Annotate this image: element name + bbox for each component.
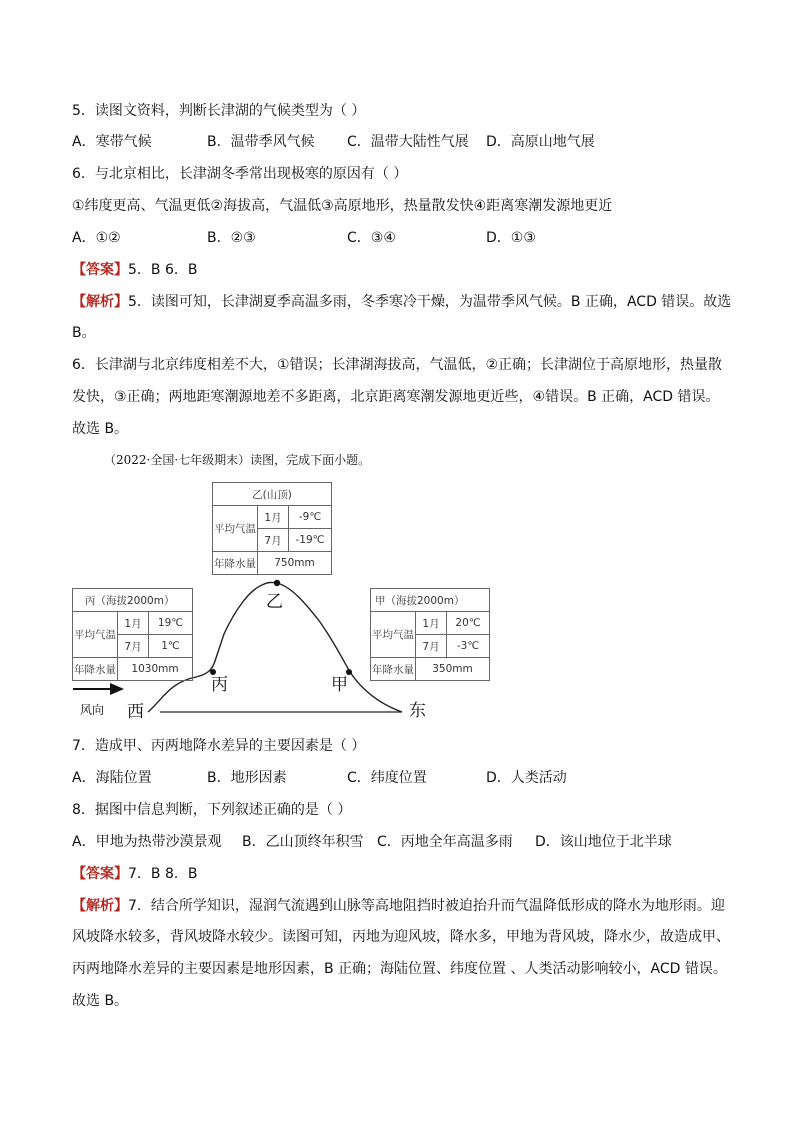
- explanation-7-8-line-3: 丙两地降水差异的主要因素是地形因素，B 正确；海陆位置、纬度位置 、人类活动影响较小，ACD 错误。: [72, 961, 727, 977]
- explanation-5-6-line-4: 发快，③正确；两地距寒潮源地差不多距离，北京距离寒潮发源地更近些，④错误。B 正确，ACD 错误。: [72, 389, 720, 405]
- temp-jan: 19℃: [149, 612, 193, 635]
- source-note: （2022·全国·七年级期末）读图，完成下面小题。: [104, 453, 371, 467]
- month-jan: 1月: [258, 506, 289, 529]
- explanation-7-8-line-4: 故选 B。: [72, 993, 129, 1009]
- q7-option-a: A．海陆位置: [72, 770, 152, 786]
- temp-jan: -9℃: [289, 506, 332, 529]
- rain-value: 750mm: [258, 552, 332, 575]
- q5-option-b: B．温带季风气候: [207, 134, 315, 150]
- month-jan: 1月: [118, 612, 149, 635]
- q8-option-c: C．丙地全年高温多雨: [377, 834, 513, 850]
- explanation-text: 5．读图可知，长津湖夏季高温多雨，冬季寒冷干燥，为温带季风气候。B 正确，ACD 错误。故选: [128, 294, 732, 310]
- q7-option-c: C．纬度位置: [347, 770, 427, 786]
- q8-stem: 8．据图中信息判断，下列叙述正确的是（ ）: [72, 802, 352, 818]
- month-jul: 7月: [118, 635, 149, 658]
- q6-items: ①纬度更高、气温更低②海拔高，气温低③高原地形，热量散发快④距离寒潮发源地更近: [72, 198, 613, 214]
- q6-option-c: C．③④: [347, 230, 396, 246]
- answer-text: 5．B 6．B: [128, 262, 198, 278]
- table-title: 甲（海拔2000m）: [371, 589, 490, 612]
- q5-option-a: A．寒带气候: [72, 134, 152, 150]
- rain-label: 年降水量: [73, 658, 118, 681]
- avg-temp-label: 平均气温: [213, 506, 258, 552]
- q7-option-d: D．人类活动: [486, 770, 567, 786]
- label-east: 东: [409, 701, 426, 721]
- label-west: 西: [127, 702, 144, 722]
- q6-option-a: A．①②: [72, 230, 121, 246]
- temp-jul: -19℃: [289, 529, 332, 552]
- q6-option-b: B．②③: [207, 230, 256, 246]
- q6-stem: 6．与北京相比，长津湖冬季常出现极寒的原因有（ ）: [72, 166, 408, 182]
- q8-option-a: A．甲地为热带沙漠景观: [72, 834, 222, 850]
- explanation-5-6-line-3: 6．长津湖与北京纬度相差不大，①错误；长津湖海拔高，气温低，②正确；长津湖位于高原地形，热量散: [72, 357, 723, 373]
- q7-stem: 7．造成甲、丙两地降水差异的主要因素是（ ）: [72, 738, 366, 754]
- month-jan: 1月: [416, 612, 447, 635]
- q8-option-d: D．该山地位于北半球: [535, 834, 672, 850]
- explanation-5-6-line-5: 故选 B。: [72, 421, 129, 437]
- explanation-tag: 【解析】: [72, 294, 128, 310]
- temp-jan: 20℃: [447, 612, 490, 635]
- label-yi: 乙: [266, 592, 283, 612]
- rain-label: 年降水量: [371, 658, 416, 681]
- q7-option-b: B．地形因素: [207, 770, 287, 786]
- table-title: 丙（海拔2000m）: [73, 589, 193, 612]
- q5-option-c: C．温带大陆性气展: [347, 134, 469, 150]
- point-yi: [274, 580, 280, 586]
- climate-table-yi: [212, 482, 332, 575]
- temp-jul: 1℃: [149, 635, 193, 658]
- answer-tag: 【答案】: [72, 262, 128, 278]
- q5-stem: 5．读图文资料，判断长津湖的气候类型为（ ）: [72, 103, 366, 119]
- temp-jul: -3℃: [447, 635, 490, 658]
- table-title: 乙(山顶): [213, 483, 332, 506]
- month-jul: 7月: [258, 529, 289, 552]
- answer-tag: 【答案】: [72, 866, 128, 882]
- explanation-5-6-line-2: B。: [72, 325, 96, 341]
- explanation-text: 7．结合所学知识，湿润气流遇到山脉等高地阻挡时被迫抬升而气温降低形成的降水为地形雨。迎: [128, 898, 725, 914]
- label-jia: 甲: [331, 675, 348, 695]
- wind-direction-label: 风向: [80, 703, 105, 717]
- rain-value: 1030mm: [118, 658, 193, 681]
- wind-arrow-head: [110, 683, 124, 695]
- q5-option-d: D．高原山地气展: [486, 134, 595, 150]
- q6-option-d: D．①③: [486, 230, 536, 246]
- q8-option-b: B．乙山顶终年积雪: [242, 834, 364, 850]
- rain-value: 350mm: [416, 658, 490, 681]
- climate-table-bing: [72, 588, 193, 681]
- label-bing: 丙: [211, 675, 228, 695]
- month-jul: 7月: [416, 635, 447, 658]
- answer-text: 7．B 8．B: [128, 866, 198, 882]
- rain-label: 年降水量: [213, 552, 258, 575]
- avg-temp-label: 平均气温: [73, 612, 118, 658]
- explanation-7-8-line-2: 风坡降水较多，背风坡降水较少。读图可知，丙地为迎风坡，降水多，甲地为背风坡，降水少，故造成甲、: [72, 929, 730, 945]
- answer-7-8: [72, 864, 197, 884]
- explanation-tag: 【解析】: [72, 898, 128, 914]
- avg-temp-label: 平均气温: [371, 612, 416, 658]
- climate-table-jia: [370, 588, 490, 681]
- explanation-7-8-line-1: [72, 896, 725, 916]
